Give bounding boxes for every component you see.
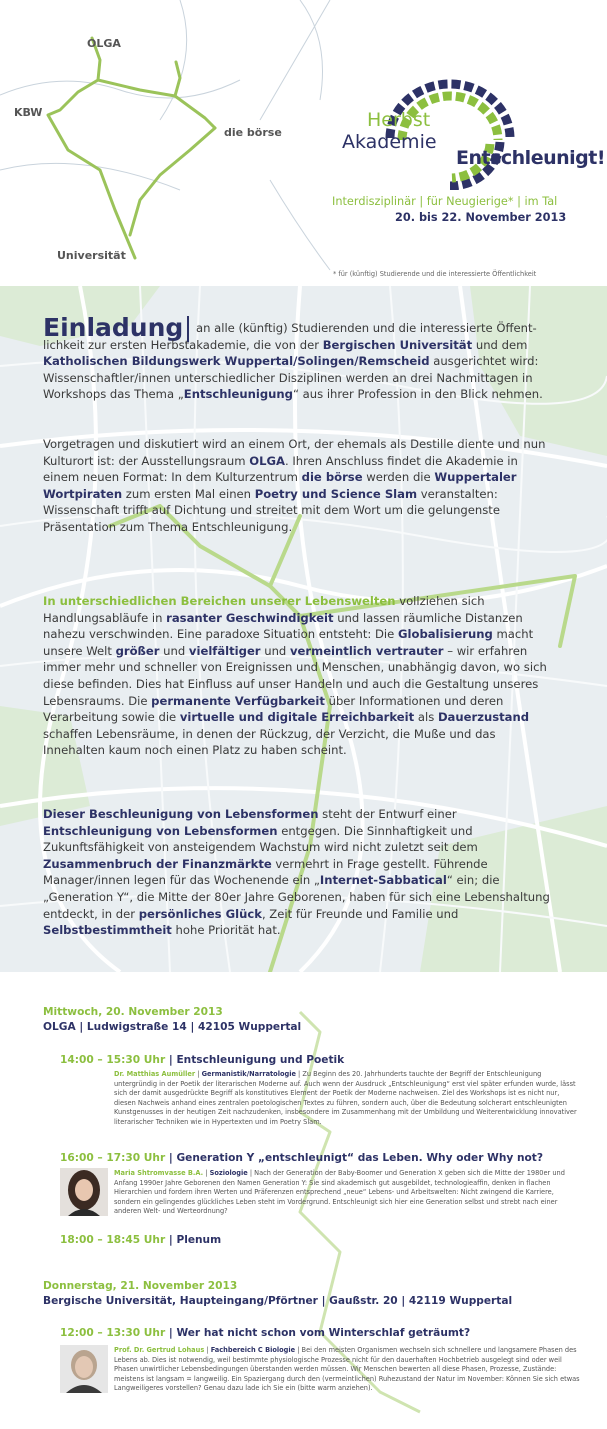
speaker-name: Dr. Matthias Aumüller: [114, 1070, 196, 1078]
session-title-text: Entschleunigung und Poetik: [176, 1054, 345, 1066]
session-text: Zu Beginn des 20. Jahrhunderts tauchte der Begriff der Entschleunigung untergründig in der Poetik der literarischen Moderne auf. Auch wenn der Ausdruck „Entschleunigung“ erst viel später erfunden wurde, lässt sich der damit ausgedrückte Begriff als konstitutives Element der Poetik der Moderne nachweisen. Ziel des Workshops ist es nicht nur, diesen Nachweis anhand eines zentralen poetologischen Textes zu führen, sondern auch, über die Bedeutung solcherart entschleunigten Kunstgenusses in der heutigen Zeit nachzudenken, insbesondere im Zusammenhang mit der Umbildung und Weiterentwicklung innovativer literarischer Techniken wie in Hypertexten und im Poetry Slam.: [114, 1070, 577, 1126]
emphasis-run: die börse: [301, 470, 363, 485]
route-line: [48, 38, 215, 258]
logo-entschleunigt: Entschleunigt!: [456, 147, 605, 169]
intro-heading: Einladung: [43, 313, 184, 342]
intro-paragraph-4: [43, 806, 555, 939]
emphasis-run: Wuppertaler Wortpiraten: [43, 470, 517, 501]
emphasis-run: virtuelle und digitale Erreichbarkeit: [179, 710, 415, 725]
intro-paragraph-2: [43, 436, 555, 536]
text-run: werden die: [362, 470, 435, 485]
footnote: * für (künftig) Studierende und die interessierte Öffentlichkeit: [333, 270, 537, 278]
speaker-name: Prof. Dr. Gertrud Lohaus: [114, 1346, 205, 1354]
emphasis-run: Selbstbestimmtheit: [43, 923, 172, 938]
text-run: steht der Entwurf einer: [318, 807, 457, 821]
map-label-kbw: KBW: [14, 106, 43, 119]
session-title-text: Wer hat nicht schon vom Winterschlaf geträumt?: [176, 1327, 471, 1339]
text-run: und: [260, 643, 290, 658]
speaker-photo: [60, 1345, 108, 1393]
text-run: “ aus ihrer Profession in den Blick nehmen.: [292, 387, 543, 402]
emphasis-run: größer: [115, 643, 160, 658]
emphasis-run: Poetry und Science Slam: [254, 486, 418, 501]
speaker-dept: Soziologie: [209, 1169, 248, 1177]
text-run: macht unsere Welt: [43, 627, 534, 658]
day2-date: Donnerstag, 21. November 2013: [43, 1280, 238, 1292]
session-title-text: Plenum: [176, 1234, 222, 1246]
session-time: 14:00 – 15:30 Uhr: [60, 1054, 166, 1066]
text-run: entgegen. Die Sinnhaftigkeit und Zukunftsfähigkeit von ansteigendem Wachstum wird nicht zuletzt seit dem: [43, 823, 478, 855]
text-run: und lassen räumliche Distanzen nahezu verschwinden. Eine paradoxe Situation entsteht: Die: [43, 610, 523, 642]
emphasis-run: Entschleunigung von Lebensformen: [43, 823, 278, 838]
map-label-uni: Universität: [57, 249, 126, 262]
emphasis-run: permanente Verfügbarkeit: [151, 693, 325, 708]
session-time: 12:00 – 13:30 Uhr: [60, 1327, 166, 1339]
text-run: , Zeit für Freunde und Familie und: [261, 906, 459, 921]
speaker-photo: [60, 1168, 108, 1216]
emphasis-run: Dauerzustand: [437, 710, 530, 725]
day1-date: Mittwoch, 20. November 2013: [43, 1006, 223, 1018]
emphasis-run: Zusammenbruch der Finanzmärkte: [43, 856, 272, 871]
emphasis-run: Globalisierung: [397, 627, 493, 642]
session-title-text: Generation Y „entschleunigt“ das Leben. Why oder Why not?: [176, 1152, 544, 1164]
text-run: ausgerichtet wird: Wissenschaftler/innen unterschiedlicher Disziplinen werden an drei Nachmittagen in Workshops das Thema „: [43, 354, 539, 402]
text-run: schaffen Lebensräume, in denen der Rückzug, der Verzicht, die Muße und das Innehalten kaum noch einen Platz zu haben scheint.: [43, 726, 496, 758]
speaker-name: Maria Shtromvasse B.A.: [114, 1169, 204, 1177]
session-text: Nach der Generation der Baby-Boomer und Generation X geben sich die Mitte der 1980er und Anfang 1990er Jahre Geborenen den Namen Generation Y: Sie sind akademisch gut ausgebildet, technologieaffin, denken in flachen Hierarchien und fordern ihren Werten und Präferenzen entsprechend „neue“ Lebens- und Arbeitswelten: Nicht zwingend die Karriere, sondern ein gelingendes glückliches Leben steht im Vordergrund. Entschleunigt sich hier eine Generation selbst und strebt nach einer anderen Welt- und Werteordnung?: [114, 1169, 565, 1216]
day1-session1-title: 14:00 – 15:30 Uhr | Entschleunigung und Poetik: [60, 1054, 345, 1066]
emphasis-run: vermeintlich vertrauter: [289, 643, 444, 658]
emphasis-run: OLGA: [249, 453, 285, 468]
speaker-dept: Fachbereich C Biologie: [210, 1346, 296, 1354]
text-run: zum ersten Mal einen: [122, 486, 255, 501]
day1-session1-body: Dr. Matthias Aumüller | Germanistik/Narratologie | Zu Beginn des 20. Jahrhunderts tauchte der Begriff der Entschleunigung untergründig in der Poetik der literarischen Moderne auf. Auch wenn der Ausdruck „Entschleunigung“ erst viel später erfunden wurde, lässt sich der damit ausgedrückte Begriff als konstitutives Element der Poetik der Moderne nachweisen. Ziel des Workshops ist es nicht nur, diesen Nachweis anhand eines zentralen poetologischen Textes zu führen, sondern auch, über die Bedeutung solcherart entschleunigten Kunstgenusses in der heutigen Zeit nachzudenken, insbesondere im Zusammenhang mit der Umbildung und Weiterentwicklung innovativer literarischer Techniken wie in Hypertexten und im Poetry Slam.: [114, 1070, 577, 1126]
text-run: als: [414, 710, 438, 725]
text-run: vollziehen sich Handlungsabläufe in: [43, 594, 485, 625]
day2-session1-title: 12:00 – 13:30 Uhr | Wer hat nicht schon vom Winterschlaf geträumt?: [60, 1327, 471, 1339]
text-run: über Informationen und deren Verarbeitung sowie die: [43, 693, 504, 725]
text-run: und dem: [472, 337, 528, 352]
text-run: veranstalten: Wissenschaft trifft auf Dichtung und streitet mit dem Wort um die gelungenste Präsentation zum Thema Entschleunigung.: [43, 486, 500, 534]
day1-session2-title: 16:00 – 17:30 Uhr | Generation Y „entschleunigt“ das Leben. Why oder Why not?: [60, 1152, 544, 1164]
map-label-olga: OLGA: [87, 37, 121, 50]
emphasis-run: Entschleunigung: [183, 387, 293, 402]
text-run: hohe Priorität hat.: [171, 923, 281, 938]
intro-paragraph-1: [43, 320, 555, 403]
session-time: 18:00 – 18:45 Uhr: [60, 1234, 166, 1246]
text-run: “ ein; die „Generation Y“, die Mitte der 80er Jahre Geborenen, haben für sich eine Lebenshaltung entdeckt, in der: [43, 873, 550, 921]
text-run: Vorgetragen und diskutiert wird an einem Ort, der ehemals als Destille diente und nun Kulturort ist: der Ausstellungsraum: [43, 437, 546, 468]
emphasis-run: In unterschiedlichen Bereichen unserer Lebenswelten: [43, 594, 396, 608]
session-text: Bei den meisten Organismen wechseln sich schnellere und langsamere Phasen des Lebens ab. Dies ist notwendig, weil bestimmte physiologische Prozesse nicht für den dauerhaften Hochbetrieb ausgelegt sind oder weil Phasen unwirtlicher Lebensbedingungen überstanden werden müssen. Wir Menschen bewerten all diese Phasen, Prozesse, Zustände: meistens ist langsam = langweilig. Ein Spaziergang durch den (vermeintlichen) Ruhezustand der Natur im November: Können Sie sich etwas Langweiligeres vorstellen? Genau dazu lade ich Sie ein (bitte warm anziehen).: [114, 1346, 580, 1393]
emphasis-run: vielfältiger: [188, 643, 261, 658]
text-run: lichkeit zur ersten Herbstakademie, die von der: [43, 337, 323, 352]
session-time: 16:00 – 17:30 Uhr: [60, 1152, 166, 1164]
logo-akademie: Akademie: [342, 131, 437, 153]
emphasis-run: Bergischen Universität: [322, 337, 473, 352]
intro-paragraph-3: [43, 593, 555, 759]
day1-place: OLGA | Ludwigstraße 14 | 42105 Wuppertal: [43, 1021, 302, 1033]
map-label-boerse: die börse: [224, 126, 282, 139]
emphasis-run: rasanter Geschwindigkeit: [166, 610, 334, 625]
tagline: Interdisziplinär | für Neugierige* | im Tal: [332, 195, 558, 208]
text-run: vermehrt in Frage gestellt. Führende Manager/innen legen für das Wochenende ein „: [43, 856, 488, 888]
logo-herbst: Herbst: [367, 109, 431, 131]
text-run: – wir erfahren immer mehr und schneller von Ereignissen und Menschen, unabhängig davon, wo sich diese befinden. Dies hat Einfluss auf unser Handeln und auch die Gestaltung unseres Lebensraums. Die: [43, 643, 547, 708]
emphasis-run: persönliches Glück: [138, 906, 262, 921]
day1-session2-body: Maria Shtromvasse B.A. | Soziologie | Nach der Generation der Baby-Boomer und Generation X geben sich die Mitte der 1980er und Anfang 1990er Jahre Geborenen den Namen Generation Y: Sie sind akademisch gut ausgebildet, technologieaffin, denken in flachen Hierarchien und fordern ihren Werten und Präferenzen entsprechend „neue“ Lebens- und Arbeitswelten: Nicht zwingend die Karriere, sondern ein gelingendes glückliches Leben steht im Vordergrund. Entschleunigt sich hier eine Generation selbst und strebt nach einer anderen Welt- und Werteordnung?: [114, 1169, 565, 1216]
speaker-dept: Germanistik/Narratologie: [201, 1070, 296, 1078]
text-run: an alle (künftig) Studierenden und die interessierte Öffent-: [196, 321, 537, 335]
day1-session3-title: 18:00 – 18:45 Uhr | Plenum: [60, 1234, 222, 1246]
text-run: und: [159, 643, 189, 658]
text-run: . Ihren Anschluss findet die Akademie in einem neuen Format: In dem Kulturzentrum: [43, 453, 518, 485]
day2-session1-body: Prof. Dr. Gertrud Lohaus | Fachbereich C Biologie | Bei den meisten Organismen wechseln sich schnellere und langsamere Phasen des Lebens ab. Dies ist notwendig, weil bestimmte physiologische Prozesse nicht für den dauerhaften Hochbetrieb ausgelegt sind oder weil Phasen unwirtlicher Lebensbedingungen überstanden werden müssen. Wir Menschen bewerten all diese Phasen, Prozesse, Zustände: meistens ist langsam = langweilig. Ein Spaziergang durch den (vermeintlichen) Ruhezustand der Natur im November: Können Sie sich etwas Langweiligeres vorstellen? Genau dazu lade ich Sie ein (bitte warm anziehen).: [114, 1346, 580, 1393]
day2-place: Bergische Universität, Haupteingang/Pförtner | Gaußstr. 20 | 42119 Wuppertal: [43, 1295, 513, 1307]
emphasis-run: Internet-Sabbatical: [319, 873, 447, 888]
emphasis-run: Dieser Beschleunigung von Lebensformen: [43, 807, 319, 821]
emphasis-run: Katholischen Bildungswerk Wuppertal/Solingen/Remscheid: [43, 354, 430, 369]
tagline-date: 20. bis 22. November 2013: [395, 211, 567, 224]
